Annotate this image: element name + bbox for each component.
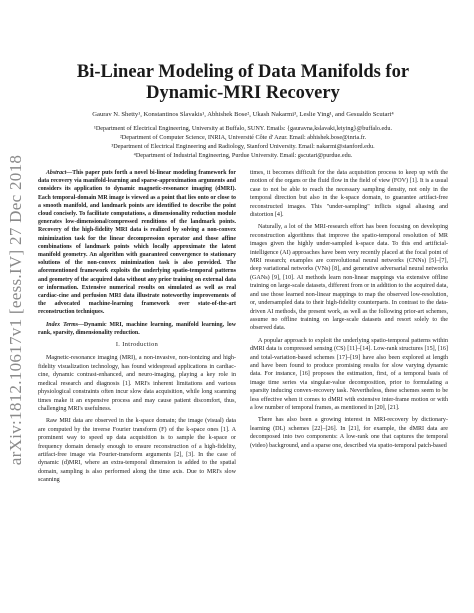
paper-title [38,62,448,104]
left-column [38,169,236,489]
paragraph: Raw MRI data are observed in the k-space domain; the image (visual) data are computed by the inverse Fourier transform (F) of the k-space ones [1]. A prominent way to speed up data acquisition is to sample the k-space or frequency domain densely enough to ensure reconstruction of a high-fidelity, artifact-free image via Fourier-transform arguments [2], [3]. In the case of dynamic (d)MRI, where an extra-temporal dimension is added to the spatial domain, sampling is also performed along the time axis. Due to MRI's slow scanning [38,418,236,484]
body-columns [38,169,448,489]
section-heading: I. Introduction [115,341,159,349]
abstract-text: —This paper puts forth a novel bi-linear modeling framework for data recovery via manifold-learning and sparse-approximation arguments and considers its application to dynamic magnetic-resonance imaging (dMRI). Each temporal-domain MR image is viewed as a point that lies onto or close to a smooth manifold, and landmark points are identified to describe the point cloud concisely. To facilitate computations, a dimensionality reduction module generates low-dimensional/compressed renditions of the landmark points. Recovery of the high-fidelity MRI data is realized by solving a non-convex minimization task for the linear decompression operator and those affine combinations of landmark points which locally approximate the latent manifold geometry. An algorithm with guaranteed convergence to stationary solutions of the non-convex minimization task is also provided. The aforementioned framework exploits the underlying spatio-temporal patterns and geometry of the acquired data without any prior training on external data or information. Extensive numerical results on simulated as well as real cardiac-cine and perfusion MRI data illustrate noteworthy improvements of the advocated machine-learning framework over state-of-the-art reconstruction techniques. [38,170,236,316]
title-line-2: Dynamic-MRI Recovery [146,83,340,103]
affiliation-3: ³Department of Electrical Engineering and Radiology, Stanford University. Email: nakarmi@stanford.edu. [111,143,375,150]
paper-page [38,62,448,607]
abstract [38,169,236,317]
affiliation-4: ⁴Department of Industrial Engineering, Purdue University. Email: gscutari@purdue.edu. [133,152,353,159]
abstract-label: Abstract [46,170,67,176]
paragraph: Magnetic-resonance imaging (MRI), a non-invasive, non-ionizing and high-fidelity visualization technology, has found widespread applications in cardiac-cine, dynamic contrast-enhanced, and neuro-imaging, playing a key role in medical research and diagnosis [1]. MRI's inherent limitations and various physiological constraints often incur slow data acquisition, while long scanning times make it an expensive process and may cause patient discomfort, thus, challenging MRI's usefulness. [38,355,236,412]
paragraph: There has also been a growing interest in MRI-recovery by dictionary-learning (DL) schemes [22]–[26]. In [21], for example, the dMRI data are decomposed into two components: A low-rank one that captures the temporal (video) background, and a sparse one, described via spatio-temporal patch-based [250,417,448,449]
paragraph: Naturally, a lot of the MRI-research effort has been focusing on developing reconstruction algorithms that improve the spatio-temporal resolution of MR images given the highly under-sampled k-space data. To this end artificial-intelligence (AI) approaches have been very recently placed at the focal point of MRI research; examples are convolutional neural networks (CNNs) [5]–[7], deep variational networks (VNs) [8], and generative adversarial neural networks (GANs) [9], [10]. AI methods learn non-linear mappings via extensive offline training on large-scale datasets, different from or in addition to the acquired data, and use those learned non-linear mappings to map the observed low-resolution, or, undersampled data to their high-fidelity counterparts. In contrast to the data-driven AI methods, the present work, as well as the following prior-art schemes, assume no offline training on large-scale datasets and resort solely to the observed data. [250,224,448,332]
paragraph: A popular approach to exploit the underlying spatio-temporal patterns within dMRI data is compressed sensing (CS) [11]–[14]. Low-rank structures [15], [16] and total-variation-based schemes [17]–[19] have also been explored at length and have been found to produce promising results for slow varying dynamic data. For instance, [16] proposes the estimation, first, of a temporal basis of image time series via singular-value decomposition, prior to formulating a sparsity inducing convex-recovery task. Nevertheless, these schemes seem to be less effective when it comes to dMRI with extensive inter-frame motion or with a low number of temporal frames, as mentioned in [20], [21]. [250,337,448,411]
right-column [250,169,448,489]
affiliations [38,124,448,160]
index-terms-text: —Dynamic MRI, machine learning, manifold learning, low rank, sparsity, dimensionality reduction. [38,321,236,336]
author-list: Gaurav N. Shetty¹, Konstantinos Slavakis¹, Abhishek Bose², Ukash Nakarmi³, Leslie Ying¹, and Gesualdo Scutari⁴ [92,111,394,118]
title-line-1: Bi-Linear Modeling of Data Manifolds for [76,62,410,82]
index-terms-label: Index Terms [46,321,78,328]
index-terms [38,321,236,337]
paragraph: times, it becomes difficult for the data acquisition process to keep up with the motion of the organs or the fluid flow in the field of view (FOV) [1]. It is a usual case to not be able to reach the necessary sampling density, not only in the temporal direction but also in the k-space domain, to guarantee artifact-free reconstructed images. This "under-sampling" inflicts signal aliasing and distortion [4]. [250,170,448,219]
arxiv-id: arXiv:1812.10617v1 [eess.IV] 27 Dec 2018 [6,154,25,466]
arxiv-stamp [4,154,28,466]
affiliation-1: ¹Department of Electrical Engineering, University at Buffalo, SUNY. Emails: {gauravna,kslavaki,leiying}@buffalo.edu. [93,125,393,132]
affiliation-2: ²Department of Computer Science, INRIA, Université Côte d' Azur. Email: abhishek.bose@inria.fr. [119,134,367,141]
